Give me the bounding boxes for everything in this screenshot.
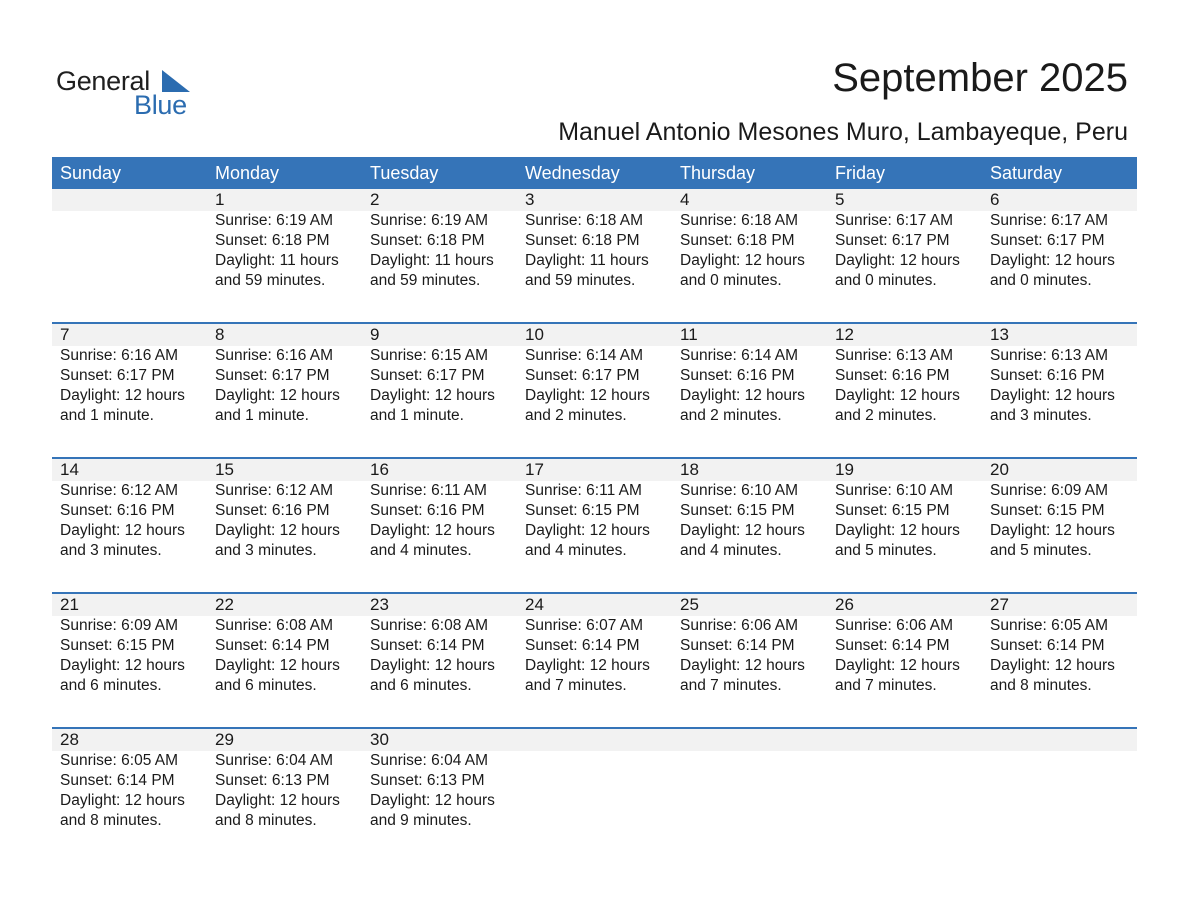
sunrise-text: Sunrise: 6:09 AM xyxy=(990,482,1109,499)
calendar-grid xyxy=(52,157,1137,862)
sunset-text: Sunset: 6:17 PM xyxy=(60,367,175,384)
empty-day-cell xyxy=(672,729,827,862)
week-row xyxy=(52,189,1137,322)
sunrise-text: Sunrise: 6:07 AM xyxy=(525,617,644,634)
sunrise-text: Sunrise: 6:13 AM xyxy=(990,347,1109,364)
day-number: 3 xyxy=(525,190,535,209)
day-number: 17 xyxy=(525,460,544,479)
daylight-minutes-text: and 0 minutes. xyxy=(990,272,1092,289)
daylight-text: Daylight: 12 hours xyxy=(60,657,185,674)
day-cell xyxy=(517,189,672,322)
weekday-sunday: Sunday xyxy=(60,163,122,183)
daylight-minutes-text: and 5 minutes. xyxy=(835,542,937,559)
day-cell xyxy=(672,324,827,457)
week-cells xyxy=(52,459,1137,592)
day-number: 10 xyxy=(525,325,544,344)
daylight-minutes-text: and 7 minutes. xyxy=(680,677,782,694)
daylight-minutes-text: and 8 minutes. xyxy=(60,812,162,829)
sunrise-text: Sunrise: 6:06 AM xyxy=(680,617,799,634)
day-cell xyxy=(672,594,827,727)
sunrise-text: Sunrise: 6:14 AM xyxy=(525,347,644,364)
empty-day-cell xyxy=(982,729,1137,862)
daylight-text: Daylight: 12 hours xyxy=(370,522,495,539)
sunrise-text: Sunrise: 6:18 AM xyxy=(525,212,644,229)
week-cells xyxy=(52,729,1137,862)
daylight-text: Daylight: 12 hours xyxy=(835,657,960,674)
weekday-wednesday: Wednesday xyxy=(525,163,620,183)
sunset-text: Sunset: 6:15 PM xyxy=(680,502,795,519)
sunrise-text: Sunrise: 6:19 AM xyxy=(215,212,334,229)
daylight-text: Daylight: 12 hours xyxy=(215,792,340,809)
daylight-text: Daylight: 12 hours xyxy=(835,252,960,269)
weekday-thursday: Thursday xyxy=(680,163,756,183)
day-cell xyxy=(207,729,362,862)
sunrise-text: Sunrise: 6:12 AM xyxy=(60,482,179,499)
daylight-text: Daylight: 12 hours xyxy=(60,792,185,809)
week-cells xyxy=(52,189,1137,322)
sunrise-text: Sunrise: 6:08 AM xyxy=(370,617,489,634)
sunset-text: Sunset: 6:16 PM xyxy=(215,502,330,519)
sunset-text: Sunset: 6:15 PM xyxy=(60,637,175,654)
day-number: 5 xyxy=(835,190,845,209)
daylight-text: Daylight: 12 hours xyxy=(60,522,185,539)
weeks-container xyxy=(52,189,1137,862)
logo-text-general: General xyxy=(56,66,150,96)
sunrise-text: Sunrise: 6:05 AM xyxy=(60,752,179,769)
daylight-text: Daylight: 12 hours xyxy=(525,522,650,539)
daylight-text: Daylight: 12 hours xyxy=(990,657,1115,674)
week-cells xyxy=(52,324,1137,457)
sunset-text: Sunset: 6:18 PM xyxy=(215,232,330,249)
day-number: 20 xyxy=(990,460,1009,479)
day-cell xyxy=(362,729,517,862)
sunset-text: Sunset: 6:16 PM xyxy=(60,502,175,519)
sunrise-text: Sunrise: 6:17 AM xyxy=(990,212,1109,229)
sunrise-text: Sunrise: 6:04 AM xyxy=(370,752,489,769)
sunset-text: Sunset: 6:17 PM xyxy=(525,367,640,384)
sunset-text: Sunset: 6:16 PM xyxy=(990,367,1105,384)
day-cell xyxy=(827,594,982,727)
day-number: 26 xyxy=(835,595,854,614)
daylight-minutes-text: and 59 minutes. xyxy=(525,272,636,289)
week-row xyxy=(52,727,1137,862)
day-cell xyxy=(52,729,207,862)
day-cell xyxy=(827,324,982,457)
sunset-text: Sunset: 6:18 PM xyxy=(680,232,795,249)
day-cell xyxy=(672,459,827,592)
sunset-text: Sunset: 6:16 PM xyxy=(370,502,485,519)
daylight-minutes-text: and 2 minutes. xyxy=(835,407,937,424)
daylight-minutes-text: and 4 minutes. xyxy=(680,542,782,559)
daylight-text: Daylight: 12 hours xyxy=(990,387,1115,404)
day-number: 29 xyxy=(215,730,234,749)
sunset-text: Sunset: 6:16 PM xyxy=(680,367,795,384)
sunset-text: Sunset: 6:14 PM xyxy=(680,637,795,654)
daylight-text: Daylight: 12 hours xyxy=(215,387,340,404)
sunset-text: Sunset: 6:14 PM xyxy=(990,637,1105,654)
week-row xyxy=(52,592,1137,727)
day-number: 22 xyxy=(215,595,234,614)
daylight-minutes-text: and 5 minutes. xyxy=(990,542,1092,559)
weekday-friday: Friday xyxy=(835,163,886,183)
sunrise-text: Sunrise: 6:09 AM xyxy=(60,617,179,634)
daylight-text: Daylight: 12 hours xyxy=(370,792,495,809)
daylight-text: Daylight: 11 hours xyxy=(215,252,339,269)
sunset-text: Sunset: 6:14 PM xyxy=(525,637,640,654)
daylight-text: Daylight: 12 hours xyxy=(990,252,1115,269)
day-cell xyxy=(362,459,517,592)
daylight-minutes-text: and 6 minutes. xyxy=(370,677,472,694)
sunrise-text: Sunrise: 6:08 AM xyxy=(215,617,334,634)
sunrise-text: Sunrise: 6:13 AM xyxy=(835,347,954,364)
day-number: 1 xyxy=(215,190,225,209)
weekday-header xyxy=(52,157,1137,189)
sunrise-text: Sunrise: 6:17 AM xyxy=(835,212,954,229)
day-number: 13 xyxy=(990,325,1009,344)
daylight-minutes-text: and 59 minutes. xyxy=(215,272,326,289)
sunrise-text: Sunrise: 6:16 AM xyxy=(60,347,179,364)
sunrise-text: Sunrise: 6:12 AM xyxy=(215,482,334,499)
sunset-text: Sunset: 6:15 PM xyxy=(525,502,640,519)
day-number: 4 xyxy=(680,190,690,209)
daylight-minutes-text: and 2 minutes. xyxy=(525,407,627,424)
sunrise-text: Sunrise: 6:11 AM xyxy=(370,482,487,499)
day-cell xyxy=(362,324,517,457)
day-cell xyxy=(52,594,207,727)
empty-day-cell xyxy=(827,729,982,862)
day-cell xyxy=(52,324,207,457)
daylight-text: Daylight: 12 hours xyxy=(835,387,960,404)
sunset-text: Sunset: 6:14 PM xyxy=(60,772,175,789)
day-number: 19 xyxy=(835,460,854,479)
daylight-minutes-text: and 6 minutes. xyxy=(215,677,317,694)
day-number: 23 xyxy=(370,595,389,614)
logo-text-blue: Blue xyxy=(134,90,187,120)
day-cell xyxy=(207,189,362,322)
daylight-minutes-text: and 8 minutes. xyxy=(215,812,317,829)
day-number: 7 xyxy=(60,325,70,344)
sunset-text: Sunset: 6:14 PM xyxy=(215,637,330,654)
daylight-minutes-text: and 59 minutes. xyxy=(370,272,481,289)
day-number: 18 xyxy=(680,460,699,479)
day-cell xyxy=(672,189,827,322)
day-number: 9 xyxy=(370,325,380,344)
daylight-text: Daylight: 12 hours xyxy=(370,387,495,404)
sunrise-text: Sunrise: 6:11 AM xyxy=(525,482,642,499)
week-row xyxy=(52,457,1137,592)
daylight-text: Daylight: 12 hours xyxy=(370,657,495,674)
daylight-minutes-text: and 9 minutes. xyxy=(370,812,472,829)
daylight-text: Daylight: 12 hours xyxy=(680,657,805,674)
weekday-saturday: Saturday xyxy=(990,163,1063,183)
daylight-minutes-text: and 1 minute. xyxy=(60,407,154,424)
week-cells xyxy=(52,594,1137,727)
day-cell xyxy=(362,189,517,322)
sunrise-text: Sunrise: 6:18 AM xyxy=(680,212,799,229)
daylight-text: Daylight: 11 hours xyxy=(370,252,494,269)
daylight-text: Daylight: 12 hours xyxy=(525,657,650,674)
sunset-text: Sunset: 6:17 PM xyxy=(990,232,1105,249)
day-number: 12 xyxy=(835,325,854,344)
sunrise-text: Sunrise: 6:05 AM xyxy=(990,617,1109,634)
daylight-minutes-text: and 1 minute. xyxy=(370,407,464,424)
daylight-minutes-text: and 0 minutes. xyxy=(680,272,782,289)
daylight-minutes-text: and 3 minutes. xyxy=(60,542,162,559)
sunset-text: Sunset: 6:18 PM xyxy=(525,232,640,249)
day-cell xyxy=(207,594,362,727)
sunset-text: Sunset: 6:17 PM xyxy=(370,367,485,384)
day-number: 16 xyxy=(370,460,389,479)
daylight-minutes-text: and 6 minutes. xyxy=(60,677,162,694)
sunrise-text: Sunrise: 6:04 AM xyxy=(215,752,334,769)
sunset-text: Sunset: 6:18 PM xyxy=(370,232,485,249)
sunrise-text: Sunrise: 6:14 AM xyxy=(680,347,799,364)
day-number: 2 xyxy=(370,190,380,209)
sunrise-text: Sunrise: 6:19 AM xyxy=(370,212,489,229)
generalblue-logo xyxy=(56,66,206,122)
week-row xyxy=(52,322,1137,457)
day-cell xyxy=(982,324,1137,457)
daylight-text: Daylight: 11 hours xyxy=(525,252,649,269)
day-cell xyxy=(827,189,982,322)
sunset-text: Sunset: 6:15 PM xyxy=(990,502,1105,519)
sunset-text: Sunset: 6:17 PM xyxy=(835,232,950,249)
day-number: 27 xyxy=(990,595,1009,614)
daylight-text: Daylight: 12 hours xyxy=(680,252,805,269)
sunset-text: Sunset: 6:16 PM xyxy=(835,367,950,384)
sunrise-text: Sunrise: 6:10 AM xyxy=(680,482,799,499)
daylight-minutes-text: and 7 minutes. xyxy=(835,677,937,694)
day-cell xyxy=(982,594,1137,727)
daylight-text: Daylight: 12 hours xyxy=(990,522,1115,539)
day-cell xyxy=(827,459,982,592)
sunrise-text: Sunrise: 6:06 AM xyxy=(835,617,954,634)
empty-day-cell xyxy=(52,189,207,322)
day-number: 30 xyxy=(370,730,389,749)
day-cell xyxy=(52,459,207,592)
sunrise-text: Sunrise: 6:15 AM xyxy=(370,347,489,364)
day-number: 8 xyxy=(215,325,225,344)
day-number: 21 xyxy=(60,595,79,614)
daylight-text: Daylight: 12 hours xyxy=(835,522,960,539)
day-cell xyxy=(982,189,1137,322)
sunset-text: Sunset: 6:13 PM xyxy=(370,772,485,789)
daylight-minutes-text: and 0 minutes. xyxy=(835,272,937,289)
page-title: September 2025 xyxy=(832,56,1128,100)
day-number: 11 xyxy=(680,325,698,344)
day-cell xyxy=(517,324,672,457)
daylight-minutes-text: and 1 minute. xyxy=(215,407,309,424)
day-cell xyxy=(982,459,1137,592)
daylight-text: Daylight: 12 hours xyxy=(680,522,805,539)
day-cell xyxy=(362,594,517,727)
daylight-text: Daylight: 12 hours xyxy=(60,387,185,404)
day-number: 25 xyxy=(680,595,699,614)
sunset-text: Sunset: 6:14 PM xyxy=(370,637,485,654)
day-cell xyxy=(207,459,362,592)
sunset-text: Sunset: 6:15 PM xyxy=(835,502,950,519)
day-number: 6 xyxy=(990,190,1000,209)
day-cell xyxy=(517,459,672,592)
daylight-minutes-text: and 7 minutes. xyxy=(525,677,627,694)
sunrise-text: Sunrise: 6:10 AM xyxy=(835,482,954,499)
logo-triangle-icon xyxy=(160,70,190,92)
daylight-minutes-text: and 3 minutes. xyxy=(990,407,1092,424)
daylight-text: Daylight: 12 hours xyxy=(525,387,650,404)
sunrise-text: Sunrise: 6:16 AM xyxy=(215,347,334,364)
day-number: 24 xyxy=(525,595,544,614)
daylight-minutes-text: and 3 minutes. xyxy=(215,542,317,559)
location-subtitle: Manuel Antonio Mesones Muro, Lambayeque, Peru xyxy=(558,118,1128,146)
daylight-minutes-text: and 4 minutes. xyxy=(370,542,472,559)
day-number: 15 xyxy=(215,460,234,479)
daylight-minutes-text: and 4 minutes. xyxy=(525,542,627,559)
sunset-text: Sunset: 6:13 PM xyxy=(215,772,330,789)
sunset-text: Sunset: 6:17 PM xyxy=(215,367,330,384)
empty-day-cell xyxy=(517,729,672,862)
daylight-minutes-text: and 8 minutes. xyxy=(990,677,1092,694)
daylight-text: Daylight: 12 hours xyxy=(215,657,340,674)
sunset-text: Sunset: 6:14 PM xyxy=(835,637,950,654)
daylight-text: Daylight: 12 hours xyxy=(680,387,805,404)
daylight-minutes-text: and 2 minutes. xyxy=(680,407,782,424)
day-cell xyxy=(517,594,672,727)
day-number: 28 xyxy=(60,730,79,749)
day-cell xyxy=(207,324,362,457)
weekday-monday: Monday xyxy=(215,163,280,183)
weekday-tuesday: Tuesday xyxy=(370,163,439,183)
day-number: 14 xyxy=(60,460,79,479)
daylight-text: Daylight: 12 hours xyxy=(215,522,340,539)
